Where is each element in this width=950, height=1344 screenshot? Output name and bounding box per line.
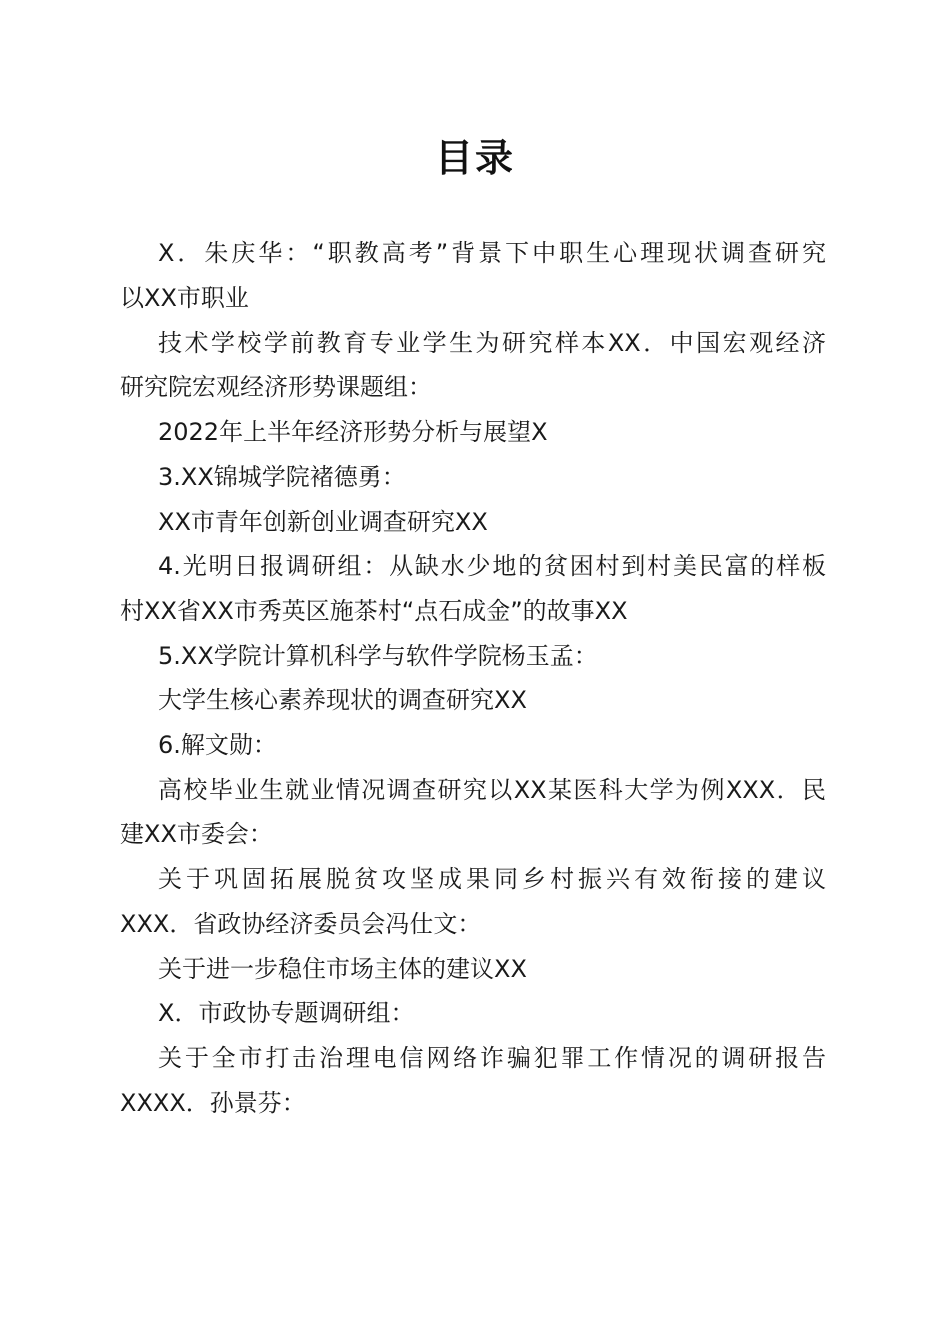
toc-line: 4.光明日报调研组：从缺水少地的贫困村到村美民富的样板 bbox=[158, 552, 826, 580]
toc-line: XXXX．孙景芬： bbox=[120, 1089, 306, 1117]
toc-line: XX市青年创新创业调查研究XX bbox=[158, 508, 488, 536]
toc-line: 研究院宏观经济形势课题组： bbox=[120, 373, 432, 401]
toc-line: 关于全市打击治理电信网络诈骗犯罪工作情况的调研报告 bbox=[158, 1044, 826, 1072]
toc-line: 大学生核心素养现状的调查研究XX bbox=[158, 686, 527, 714]
toc-line: X．市政协专题调研组： bbox=[158, 999, 415, 1027]
toc-line: 建XX市委会： bbox=[120, 820, 273, 848]
toc-line: XXX．省政协经济委员会冯仕文： bbox=[120, 910, 482, 938]
toc-line: 以XX市职业 bbox=[120, 284, 249, 312]
toc-line: 3.XX锦城学院褚德勇： bbox=[158, 463, 406, 491]
toc-line: 6.解文勋： bbox=[158, 731, 277, 759]
toc-line: 2022年上半年经济形势分析与展望X bbox=[158, 418, 548, 446]
toc-line: 5.XX学院计算机科学与软件学院杨玉孟： bbox=[158, 642, 598, 670]
toc-line: 关于巩固拓展脱贫攻坚成果同乡村振兴有效衔接的建议 bbox=[158, 865, 826, 893]
toc-line: 高校毕业生就业情况调查研究以XX某医科大学为例XXX．民 bbox=[158, 776, 826, 804]
toc-line: 关于进一步稳住市场主体的建议XX bbox=[158, 955, 527, 983]
toc-line: 村XX省XX市秀英区施茶村“点石成金”的故事XX bbox=[120, 597, 628, 625]
toc-line: 技术学校学前教育专业学生为研究样本XX．中国宏观经济 bbox=[158, 329, 826, 357]
toc-line: X．朱庆华：“职教高考”背景下中职生心理现状调查研究 bbox=[158, 239, 826, 267]
page-title: 目录 bbox=[434, 135, 515, 180]
